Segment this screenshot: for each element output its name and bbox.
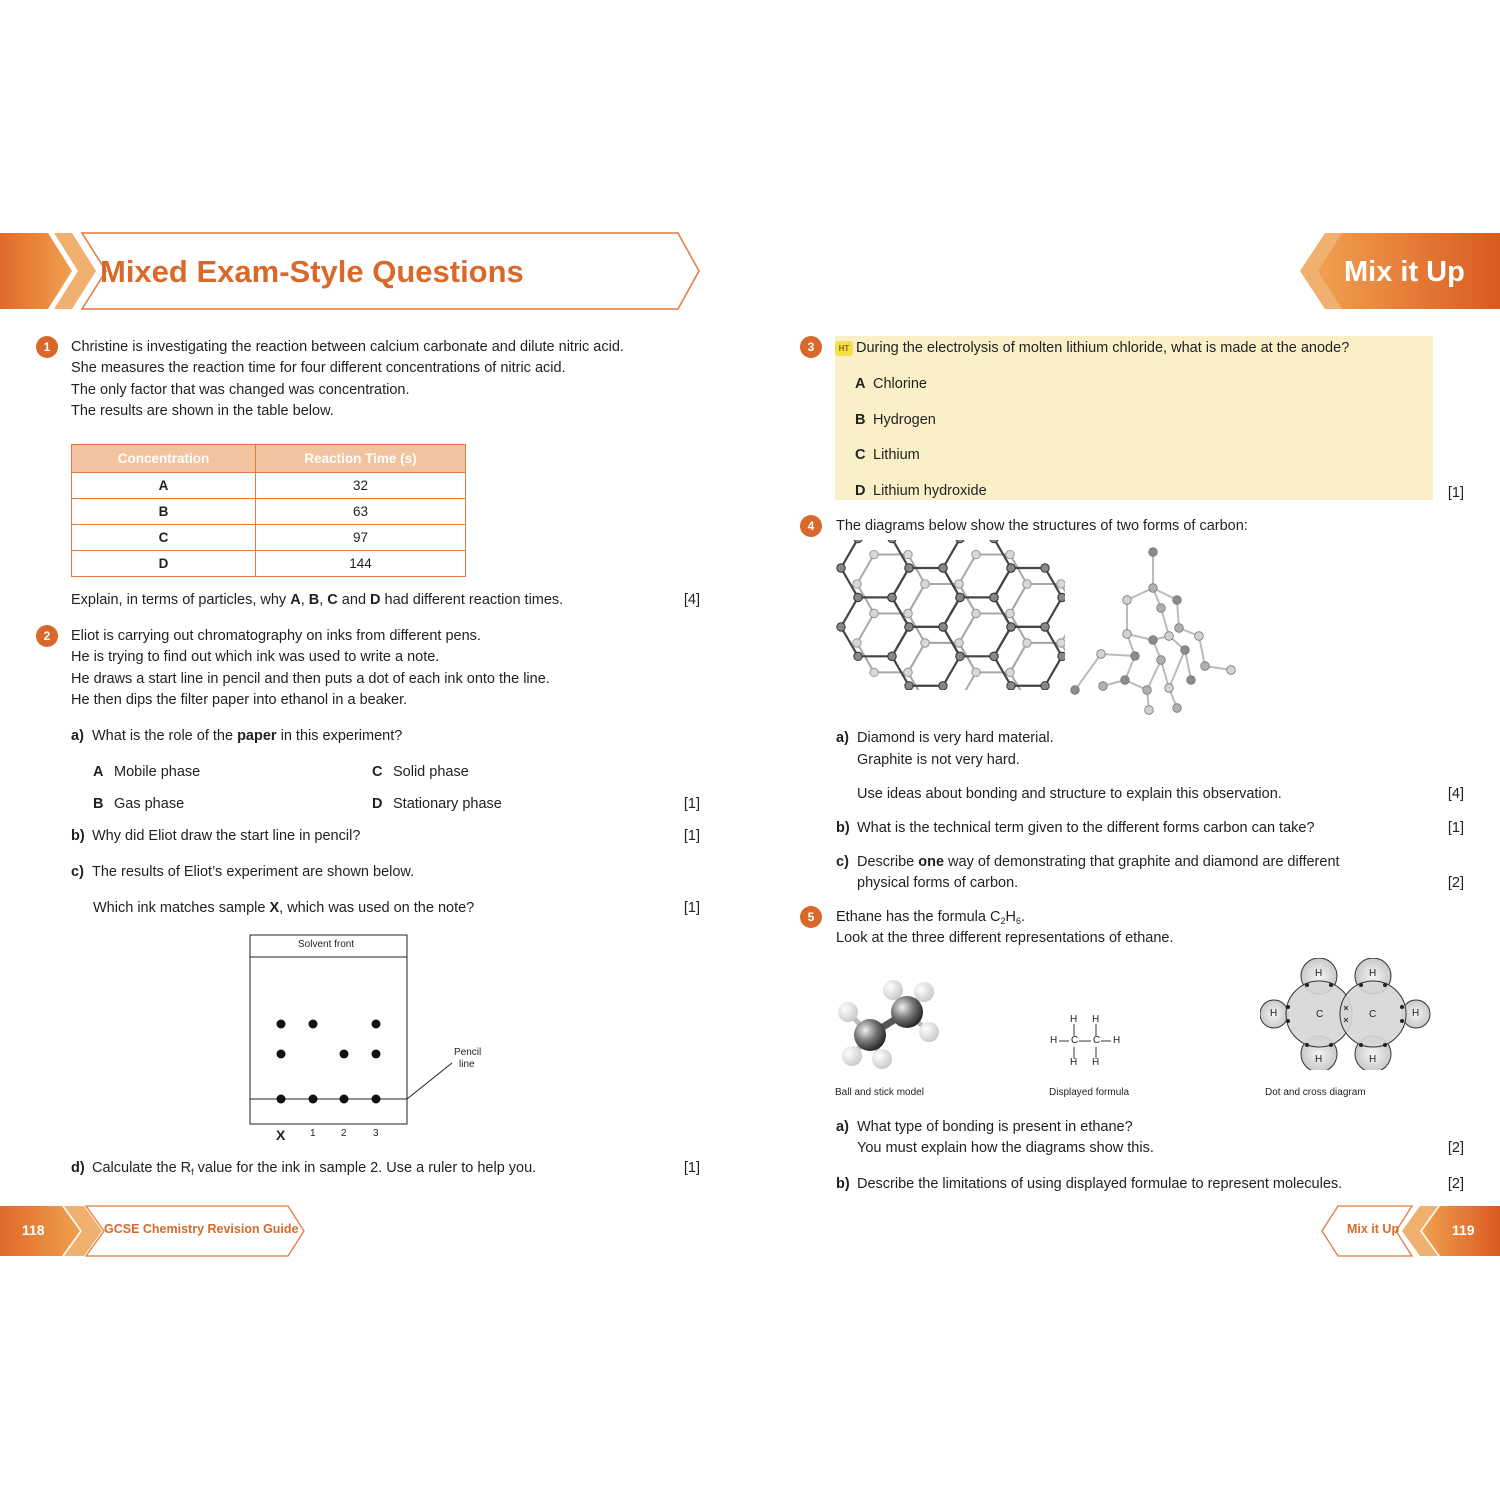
q2c-marks: [1] [683, 900, 700, 916]
chromatogram-diagram [240, 930, 500, 1150]
q4a-label: a) [836, 730, 849, 746]
carbon-atom [870, 550, 878, 558]
carbon-atom [972, 609, 980, 617]
carbon-atom [853, 639, 861, 647]
carbon-atom [955, 580, 963, 588]
graphite-front-ring [841, 540, 909, 597]
q2d-subscript: f [191, 1167, 194, 1177]
q2a-option-b[interactable] [93, 794, 184, 816]
formula-h-right: H [1113, 1035, 1121, 1046]
carbon-atom [1121, 676, 1130, 685]
carbon-atom [939, 682, 947, 690]
dot-cross-h-4: H [1412, 1008, 1420, 1019]
carbon-atom [888, 652, 896, 660]
option-text: Chlorine [873, 376, 927, 392]
q2a-text-post: in this experiment? [276, 728, 403, 744]
carbon-atom [1131, 652, 1140, 661]
carbon-atom [1123, 630, 1132, 639]
option-letter: C [855, 447, 866, 463]
carbon-atom [1149, 548, 1158, 557]
graphite-back-ring [1010, 584, 1065, 643]
q4c-line-2: physical forms of carbon. [857, 875, 1019, 891]
carbon-atom [921, 580, 929, 588]
carbon-atom [1041, 564, 1049, 572]
graphite-back-ring [959, 555, 1027, 614]
q3-marks: [1] [1447, 485, 1464, 501]
q4b-question [836, 818, 1315, 840]
carbon-atom [1165, 684, 1174, 693]
carbon-atom [1097, 650, 1106, 659]
carbon-atom [1175, 624, 1184, 633]
q3-text: During the electrolysis of molten lithium chloride, what is made at the anode? [856, 340, 1350, 356]
option-text: Lithium hydroxide [873, 483, 987, 499]
graphite-back-ring [857, 555, 925, 614]
carbon-atom [1195, 632, 1204, 641]
q2c-sub-post: , which was used on the note? [279, 900, 475, 916]
footer-section-label: Mix it Up [1347, 1222, 1400, 1236]
q4c-bold: one [918, 854, 945, 870]
option-letter: D [372, 796, 383, 812]
q3-option-d[interactable] [855, 481, 987, 503]
carbon-atom [1007, 623, 1015, 631]
lane-label-1: 1 [310, 1128, 316, 1139]
option-text: Lithium [873, 447, 920, 463]
q4c-line-1 [836, 852, 1340, 874]
carbon-atom [1057, 639, 1065, 647]
q5-text-pre: Ethane has the formula C [836, 909, 1001, 925]
graphite-back-ring [857, 613, 925, 672]
pencil-line-label-1: Pencil [454, 1047, 482, 1058]
carbon-atom [1165, 632, 1174, 641]
q2c-sub-bold: X [269, 900, 280, 916]
q2-line-3: He draws a start line in pencil and then puts a dot of each ink onto the line. [71, 671, 550, 687]
q2d-text-post: value for the ink in sample 2. Use a ruler to help you. [193, 1160, 537, 1176]
q4c-pre: Describe [857, 854, 919, 870]
carbon-atom [1006, 609, 1014, 617]
carbon-atom [1023, 639, 1031, 647]
q1-explain-pre: Explain, in terms of particles, why [71, 592, 291, 608]
table-cell: 32 [256, 473, 466, 499]
q4a-line-2: Graphite is not very hard. [857, 752, 1020, 768]
q2a-text-pre: What is the role of the [92, 728, 238, 744]
table-cell: D [72, 551, 256, 577]
q2c-label: c) [71, 864, 84, 880]
q2c-subquestion [93, 898, 474, 920]
carbon-atom [904, 550, 912, 558]
q2d-label: d) [71, 1160, 85, 1176]
caption-dot-and-cross: Dot and cross diagram [1265, 1087, 1366, 1098]
q5b-label: b) [836, 1176, 850, 1192]
q5a-line-1 [836, 1117, 1133, 1139]
covalent-bond [1147, 660, 1161, 690]
option-letter: B [93, 796, 104, 812]
table-cell: B [72, 499, 256, 525]
graphite-front-ring [943, 540, 1011, 597]
footer-book-title: GCSE Chemistry Revision Guide [104, 1222, 299, 1236]
q2d-text-pre: Calculate the R [92, 1160, 192, 1176]
carbon-atom [837, 623, 845, 631]
carbon-atom [1149, 584, 1158, 593]
q2b-marks: [1] [683, 828, 700, 844]
question-number-4: 4 [800, 515, 822, 537]
q1-explain-a: A [290, 592, 301, 608]
q4a-text-1: Diamond is very hard material. [857, 730, 1054, 746]
q2a-option-a[interactable] [93, 762, 200, 784]
lane-label-x: X [276, 1127, 286, 1143]
option-text: Solid phase [393, 764, 469, 780]
dot-cross-h-5: H [1315, 1054, 1323, 1065]
q5b-text: Describe the limitations of using displayed formulae to represent molecules. [857, 1176, 1343, 1192]
option-letter: A [855, 376, 866, 392]
q1-explain-sep1: , [300, 592, 309, 608]
carbon-atom [1099, 682, 1108, 691]
caption-displayed-formula: Displayed formula [1049, 1087, 1130, 1098]
q5b-question [836, 1174, 1342, 1196]
q1-line-1: Christine is investigating the reaction between calcium carbonate and dilute nitric acid. [71, 339, 624, 355]
carbon-atom [955, 639, 963, 647]
carbon-atom [1006, 668, 1014, 676]
carbon-atom [1157, 656, 1166, 665]
option-letter: A [93, 764, 104, 780]
dot-cross-c-2: C [1369, 1009, 1377, 1020]
carbon-atom [870, 668, 878, 676]
carbon-atom [853, 580, 861, 588]
right-page-number: 119 [1452, 1222, 1475, 1238]
section-title: Mix it Up [1344, 256, 1465, 288]
q4c-label: c) [836, 854, 849, 870]
q2a-label: a) [71, 728, 84, 744]
dot-cross-h-2: H [1369, 968, 1377, 979]
carbon-atom [956, 652, 964, 660]
carbon-atom [939, 623, 947, 631]
q4b-marks: [1] [1447, 820, 1464, 836]
q2-line-1: Eliot is carrying out chromatography on inks from different pens. [71, 628, 481, 644]
q2-line-2: He is trying to find out which ink was used to write a note. [71, 649, 440, 665]
carbon-atom [939, 564, 947, 572]
carbon-atom [1007, 682, 1015, 690]
lane-label-2: 2 [341, 1128, 347, 1139]
question-number-5: 5 [800, 906, 822, 928]
carbon-atom [1187, 676, 1196, 685]
graphite-front-ring [943, 597, 1011, 656]
carbon-atom [921, 639, 929, 647]
graphite-back-ring [959, 613, 1027, 672]
graphite-structure-diagram [825, 540, 1065, 690]
q1-explain-sep2: , [319, 592, 328, 608]
table-row [72, 525, 466, 551]
q2b-question [71, 826, 360, 848]
carbon-atom [990, 593, 998, 601]
q5-text-post: . [1020, 909, 1025, 925]
q4a-marks: [4] [1447, 786, 1464, 802]
q1-line-3: The only factor that was changed was concentration. [71, 382, 410, 398]
q5a-marks: [2] [1447, 1140, 1464, 1156]
q3-option-c[interactable] [855, 445, 920, 467]
carbon-atom [1201, 662, 1210, 671]
q2a-question [71, 726, 402, 748]
carbon-atom [1058, 593, 1065, 601]
q1-explain-d: D [370, 592, 381, 608]
dot-cross-h-1: H [1315, 968, 1323, 979]
carbon-atom [1071, 686, 1080, 695]
q4-text: The diagrams below show the structures of two forms of carbon: [836, 518, 1248, 534]
dot-cross-c-1: C [1316, 1009, 1324, 1020]
formula-h-left: H [1050, 1035, 1058, 1046]
q1-marks: [4] [683, 592, 700, 608]
table-cell: A [72, 473, 256, 499]
solvent-front-label: Solvent front [298, 939, 355, 950]
q2-line-4: He then dips the filter paper into ethanol in a beaker. [71, 692, 408, 708]
carbon-atom [1041, 682, 1049, 690]
formula-c-1: C [1071, 1035, 1079, 1046]
table-cell: 144 [256, 551, 466, 577]
q5-text-mid: H [1005, 909, 1016, 925]
table-cell: 97 [256, 525, 466, 551]
q5-line-2: Look at the three different representations of ethane. [836, 930, 1174, 946]
pencil-line-label-2: line [459, 1059, 475, 1070]
q4b-text: What is the technical term given to the different forms carbon can take? [857, 820, 1315, 836]
carbon-atom [1057, 580, 1065, 588]
table-row [72, 499, 466, 525]
q1-line-2: She measures the reaction time for four different concentrations of nitric acid. [71, 360, 566, 376]
table-header-row [72, 445, 466, 473]
dot-and-cross-diagram [1260, 958, 1432, 1070]
q2a-option-d[interactable] [372, 794, 502, 816]
option-text: Gas phase [114, 796, 185, 812]
page-title: Mixed Exam-Style Questions [100, 254, 524, 289]
q4b-label: b) [836, 820, 850, 836]
graphite-front-ring [994, 568, 1062, 627]
q1-explain-post: had different reaction times. [380, 592, 564, 608]
q2b-label: b) [71, 828, 85, 844]
q3-option-b[interactable] [855, 410, 936, 432]
carbon-atom [904, 609, 912, 617]
q4c-post: way of demonstrating that graphite and diamond are different [944, 854, 1340, 870]
question-number-2: 2 [36, 625, 58, 647]
q1-explain-and: and [337, 592, 371, 608]
option-letter: B [855, 412, 866, 428]
diamond-structure-diagram [1065, 540, 1245, 725]
carbon-atom [1058, 652, 1065, 660]
q2a-option-c[interactable] [372, 762, 469, 784]
carbon-atom [905, 623, 913, 631]
q5-sub-1: 2 [1000, 916, 1006, 926]
carbon-atom [905, 682, 913, 690]
carbon-atom [854, 593, 862, 601]
q2c-text: The results of Eliot’s experiment are shown below. [92, 864, 415, 880]
carbon-atom [1143, 686, 1152, 695]
carbon-atom [1157, 604, 1166, 613]
covalent-bond [1101, 654, 1135, 656]
carbon-atom [990, 652, 998, 660]
table-row [72, 551, 466, 577]
formula-h-top-1: H [1070, 1014, 1078, 1025]
option-text: Hydrogen [873, 412, 936, 428]
graphite-front-ring [994, 627, 1062, 686]
covalent-bond [1075, 654, 1101, 690]
question-number-1: 1 [36, 336, 58, 358]
q2b-text: Why did Eliot draw the start line in pencil? [92, 828, 361, 844]
graphite-front-ring [841, 597, 909, 656]
carbon-atom [1041, 623, 1049, 631]
carbon-atom [1007, 564, 1015, 572]
dot-cross-h-6: H [1369, 1054, 1377, 1065]
carbon-atom [1145, 706, 1154, 715]
q5a-text-1: What type of bonding is present in ethane? [857, 1119, 1133, 1135]
carbon-atom [1173, 704, 1182, 713]
carbon-atom [905, 564, 913, 572]
q2c-sub-pre: Which ink matches sample [93, 900, 270, 916]
carbon-atom [888, 593, 896, 601]
q2d-question [71, 1158, 536, 1184]
q2d-marks: [1] [683, 1160, 700, 1176]
covalent-bond [1169, 650, 1185, 688]
carbon-atom [1023, 580, 1031, 588]
question-number-3: 3 [800, 336, 822, 358]
carbon-atom [972, 550, 980, 558]
results-table [71, 444, 466, 577]
carbon-atom [904, 668, 912, 676]
formula-c-2: C [1093, 1035, 1101, 1046]
carbon-atom [1227, 666, 1236, 675]
q5-sub-2: 6 [1015, 916, 1021, 926]
q3-option-a[interactable] [855, 374, 927, 396]
option-letter: C [372, 764, 383, 780]
q2a-marks: [1] [683, 796, 700, 812]
formula-h-bottom-1: H [1070, 1057, 1078, 1068]
caption-ball-and-stick: Ball and stick model [835, 1087, 924, 1098]
carbon-atom [837, 564, 845, 572]
q1-line-4: The results are shown in the table below. [71, 403, 334, 419]
table-cell: 63 [256, 499, 466, 525]
table-cell: C [72, 525, 256, 551]
table-header-reaction-time: Reaction Time (s) [256, 445, 466, 473]
ball-and-stick-model [830, 975, 950, 1075]
graphite-back-ring [908, 584, 976, 643]
carbon-atom [1149, 636, 1158, 645]
formula-h-top-2: H [1092, 1014, 1100, 1025]
lane-label-3: 3 [373, 1128, 379, 1139]
q5b-marks: [2] [1447, 1176, 1464, 1192]
carbon-atom [956, 593, 964, 601]
graphite-front-ring [892, 627, 960, 686]
carbon-atom [1123, 596, 1132, 605]
formula-h-bottom-2: H [1092, 1057, 1100, 1068]
q4c-marks: [2] [1447, 875, 1464, 891]
carbon-atom [972, 668, 980, 676]
option-letter: D [855, 483, 866, 499]
option-text: Stationary phase [393, 796, 502, 812]
graphite-front-ring [892, 568, 960, 627]
carbon-atom [1181, 646, 1190, 655]
q1-explain [71, 590, 563, 612]
q2c-question [71, 862, 414, 884]
q1-explain-c: C [327, 592, 338, 608]
higher-tier-badge: HT [835, 341, 853, 356]
carbon-atom [1006, 550, 1014, 558]
carbon-atom [1173, 596, 1182, 605]
table-header-concentration: Concentration [72, 445, 256, 473]
q2a-text-bold: paper [237, 728, 277, 744]
option-text: Mobile phase [114, 764, 201, 780]
table-row [72, 473, 466, 499]
left-page-number: 118 [22, 1222, 45, 1238]
dot-cross-h-3: H [1270, 1008, 1278, 1019]
carbon-atom [870, 609, 878, 617]
q1-explain-b: B [308, 592, 320, 608]
carbon-atom [854, 652, 862, 660]
q5a-label: a) [836, 1119, 849, 1135]
q4a-line-1 [836, 728, 1054, 750]
q5a-line-2: You must explain how the diagrams show this. [857, 1140, 1154, 1156]
q4a-line-3: Use ideas about bonding and structure to explain this observation. [857, 786, 1282, 802]
